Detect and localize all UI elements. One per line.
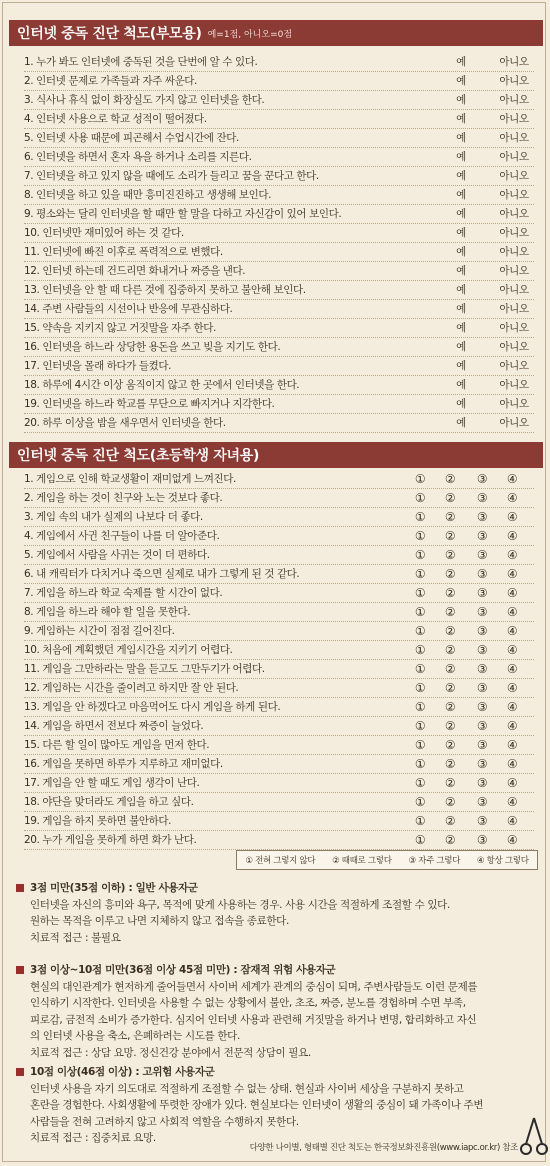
answer-option-1[interactable]: ①	[414, 547, 426, 562]
answer-option-3[interactable]: ③	[476, 547, 488, 562]
child-question-row	[24, 640, 534, 660]
answer-option-1[interactable]: ①	[414, 604, 426, 619]
result-line: 현실의 대인관계가 현저하게 줄어들면서 사이버 세계가 관계의 중심이 되며, 주변사람들도 이런 문제를	[30, 980, 478, 993]
question-text: 10. 인터넷만 재미있어 하는 것 같다.	[24, 227, 184, 239]
parent-question-row	[24, 109, 534, 129]
answer-option-2[interactable]: ②	[444, 585, 456, 600]
question-text: 5. 게임에서 사람을 사귀는 것이 더 편하다.	[24, 549, 210, 561]
yes-option[interactable]: 예	[456, 132, 466, 144]
result-high-risk-user	[16, 1064, 536, 1147]
parent-question-row	[24, 166, 534, 186]
no-option[interactable]: 아니오	[499, 227, 529, 239]
parent-question-row	[24, 128, 534, 148]
answer-option-3[interactable]: ③	[476, 471, 488, 486]
answer-option-1[interactable]: ①	[414, 509, 426, 524]
answer-option-2[interactable]: ②	[444, 832, 456, 847]
question-text: 7. 게임을 하느라 학교 숙제를 할 시간이 없다.	[24, 587, 223, 599]
answer-option-3[interactable]: ③	[476, 832, 488, 847]
child-question-row	[24, 545, 534, 565]
answer-option-2[interactable]: ②	[444, 490, 456, 505]
parent-question-row	[24, 90, 534, 110]
no-option[interactable]: 아니오	[499, 170, 529, 182]
result-line: 혼란을 경험한다. 사회생활에 뚜렷한 장애가 있다. 현실보다는 인터넷이 생활의 중심이 돼 가족이나 주변	[30, 1099, 484, 1111]
question-text: 4. 게임에서 사귄 친구들이 나를 더 알아준다.	[24, 530, 220, 542]
answer-option-3[interactable]: ③	[476, 718, 488, 733]
legend-item: ③ 자주 그렇다	[408, 856, 461, 866]
answer-option-2[interactable]: ②	[444, 813, 456, 828]
answer-option-2[interactable]: ②	[444, 547, 456, 562]
answer-option-3[interactable]: ③	[476, 680, 488, 695]
no-option[interactable]: 아니오	[499, 132, 529, 144]
answer-option-3[interactable]: ③	[476, 756, 488, 771]
yes-option[interactable]: 예	[456, 189, 466, 201]
question-text: 9. 평소와는 달리 인터넷을 할 때만 할 말을 다하고 자신감이 있어 보인다.	[24, 208, 342, 220]
child-scale-title: 인터넷 중독 진단 척도(초등학생 자녀용)	[17, 448, 260, 464]
result-heading: 3점 이상~10점 미만(36점 이상 45점 미만) : 잠재적 위험 사용자군	[30, 964, 336, 976]
answer-option-4[interactable]: ④	[506, 832, 518, 847]
question-text: 8. 게임을 하느라 해야 할 일을 못한다.	[24, 606, 191, 618]
answer-option-1[interactable]: ①	[414, 566, 426, 581]
question-text: 1. 누가 봐도 인터넷에 중독된 것을 단번에 알 수 있다.	[24, 56, 258, 68]
answer-option-4[interactable]: ④	[506, 528, 518, 543]
question-text: 1. 게임으로 인해 학교생활이 재미없게 느껴진다.	[24, 473, 236, 485]
result-line: 인터넷을 자신의 흥미와 욕구, 목적에 맞게 사용하는 경우. 사용 시간을 적절하게 조절할 수 있다.	[30, 898, 450, 911]
child-question-row	[24, 526, 534, 546]
answer-option-2[interactable]: ②	[444, 604, 456, 619]
yes-option[interactable]: 예	[456, 379, 466, 391]
answer-option-4[interactable]: ④	[506, 623, 518, 638]
question-text: 3. 게임 속의 내가 실제의 나보다 더 좋다.	[24, 511, 203, 523]
answer-option-1[interactable]: ①	[414, 528, 426, 543]
no-option[interactable]: 아니오	[499, 151, 529, 163]
no-option[interactable]: 아니오	[499, 341, 529, 353]
answer-option-1[interactable]: ①	[414, 680, 426, 695]
answer-option-4[interactable]: ④	[506, 756, 518, 771]
child-question-row	[24, 792, 534, 812]
answer-option-4[interactable]: ④	[506, 604, 518, 619]
question-text: 18. 야단을 맞더라도 게임을 하고 싶다.	[24, 796, 194, 808]
bullet-icon	[16, 884, 24, 892]
no-option[interactable]: 아니오	[499, 303, 529, 315]
question-text: 5. 인터넷 사용 때문에 피곤해서 수업시간에 잔다.	[24, 132, 239, 144]
answer-option-2[interactable]: ②	[444, 775, 456, 790]
parent-question-row	[24, 52, 534, 72]
yes-option[interactable]: 예	[456, 398, 466, 410]
answer-option-3[interactable]: ③	[476, 699, 488, 714]
answer-legend	[236, 850, 538, 870]
legend-item: ① 전혀 그렇지 않다	[245, 856, 316, 866]
answer-option-1[interactable]: ①	[414, 737, 426, 752]
answer-option-2[interactable]: ②	[444, 794, 456, 809]
child-question-row	[24, 716, 534, 736]
answer-option-4[interactable]: ④	[506, 547, 518, 562]
no-option[interactable]: 아니오	[499, 322, 529, 334]
answer-option-3[interactable]: ③	[476, 813, 488, 828]
answer-option-4[interactable]: ④	[506, 642, 518, 657]
child-question-row	[24, 754, 534, 774]
answer-option-3[interactable]: ③	[476, 737, 488, 752]
result-line: 의 인터넷 사용을 축소, 은폐하려는 시도를 한다.	[30, 1030, 240, 1042]
child-question-row	[24, 621, 534, 641]
result-heading: 3점 미만(35점 이하) : 일반 사용자군	[30, 882, 198, 894]
result-description	[16, 1081, 536, 1147]
scissors-icon	[520, 1116, 548, 1158]
question-text: 18. 하루에 4시간 이상 움직이지 않고 한 곳에서 인터넷을 한다.	[24, 379, 300, 391]
question-text: 8. 인터넷을 하고 있을 때만 흥미진진하고 생생해 보인다.	[24, 189, 272, 201]
no-option[interactable]: 아니오	[499, 246, 529, 258]
answer-option-2[interactable]: ②	[444, 661, 456, 676]
answer-option-1[interactable]: ①	[414, 832, 426, 847]
answer-option-4[interactable]: ④	[506, 566, 518, 581]
parent-scale-header	[9, 20, 543, 46]
question-text: 20. 하루 이상을 밤을 새우면서 인터넷을 한다.	[24, 417, 226, 429]
child-question-row	[24, 678, 534, 698]
parent-question-row	[24, 413, 534, 433]
answer-option-4[interactable]: ④	[506, 699, 518, 714]
answer-option-2[interactable]: ②	[444, 718, 456, 733]
no-option[interactable]: 아니오	[499, 398, 529, 410]
child-question-row	[24, 659, 534, 679]
question-text: 10. 처음에 계획했던 게임시간을 지키기 어렵다.	[24, 644, 233, 656]
question-text: 13. 게임을 안 하겠다고 마음먹어도 다시 게임을 하게 된다.	[24, 701, 281, 713]
no-option[interactable]: 아니오	[499, 379, 529, 391]
parent-question-row	[24, 71, 534, 91]
result-line: 인식하기 시작한다. 인터넷을 사용할 수 없는 상황에서 불안, 초조, 짜증, 분노를 경험하며 수면 부족,	[30, 997, 466, 1009]
child-question-row	[24, 602, 534, 622]
question-text: 19. 게임을 하지 못하면 불안하다.	[24, 815, 172, 827]
answer-option-4[interactable]: ④	[506, 680, 518, 695]
answer-option-1[interactable]: ①	[414, 756, 426, 771]
result-line: 원하는 목적을 이루고 나면 지체하지 않고 접속을 종료한다.	[30, 915, 289, 927]
answer-option-3[interactable]: ③	[476, 794, 488, 809]
answer-option-4[interactable]: ④	[506, 585, 518, 600]
parent-question-row	[24, 261, 534, 281]
answer-option-4[interactable]: ④	[506, 737, 518, 752]
question-text: 15. 약속을 지키지 않고 거짓말을 자주 한다.	[24, 322, 216, 334]
question-text: 12. 게임하는 시간을 줄이려고 하지만 잘 안 된다.	[24, 682, 239, 694]
answer-option-1[interactable]: ①	[414, 471, 426, 486]
yes-option[interactable]: 예	[456, 360, 466, 372]
result-line: 사람들을 전혀 고려하지 않고 사회적 역할을 수행하지 못한다.	[30, 1115, 299, 1128]
answer-option-2[interactable]: ②	[444, 737, 456, 752]
yes-option[interactable]: 예	[456, 322, 466, 334]
bullet-icon	[16, 1068, 24, 1076]
answer-option-3[interactable]: ③	[476, 509, 488, 524]
answer-option-4[interactable]: ④	[506, 490, 518, 505]
no-option[interactable]: 아니오	[499, 284, 529, 296]
answer-option-1[interactable]: ①	[414, 775, 426, 790]
child-question-row	[24, 773, 534, 793]
answer-option-3[interactable]: ③	[476, 642, 488, 657]
yes-option[interactable]: 예	[456, 227, 466, 239]
yes-option[interactable]: 예	[456, 417, 466, 429]
yes-option[interactable]: 예	[456, 341, 466, 353]
no-option[interactable]: 아니오	[499, 94, 529, 106]
no-option[interactable]: 아니오	[499, 360, 529, 372]
question-text: 16. 게임을 못하면 하루가 지루하고 재미없다.	[24, 758, 223, 770]
answer-option-3[interactable]: ③	[476, 490, 488, 505]
answer-option-3[interactable]: ③	[476, 604, 488, 619]
result-line: 치료적 접근 : 상담 요망. 정신건강 분야에서 전문적 상담이 필요.	[30, 1046, 311, 1059]
legend-item: ④ 항상 그렇다	[476, 856, 529, 866]
answer-option-1[interactable]: ①	[414, 585, 426, 600]
question-text: 4. 인터넷 사용으로 학교 성적이 떨어졌다.	[24, 113, 207, 125]
result-heading: 10점 이상(46점 이상) : 고위험 사용자군	[30, 1066, 215, 1078]
no-option[interactable]: 아니오	[499, 75, 529, 87]
parent-question-row	[24, 280, 534, 300]
question-text: 6. 내 캐릭터가 다치거나 죽으면 실제로 내가 그렇게 된 것 같다.	[24, 568, 300, 580]
answer-option-3[interactable]: ③	[476, 775, 488, 790]
parent-question-row	[24, 204, 534, 224]
answer-option-3[interactable]: ③	[476, 585, 488, 600]
question-text: 13. 인터넷을 안 할 때 다른 것에 집중하지 못하고 불안해 보인다.	[24, 284, 306, 296]
child-question-row	[24, 697, 534, 717]
yes-option[interactable]: 예	[456, 246, 466, 258]
question-text: 15. 다른 할 일이 많아도 게임을 먼저 한다.	[24, 739, 210, 751]
answer-option-4[interactable]: ④	[506, 509, 518, 524]
child-scale-header	[9, 442, 543, 468]
child-question-row	[24, 488, 534, 508]
result-line: 치료적 접근 : 불필요	[30, 931, 121, 944]
child-question-row	[24, 507, 534, 527]
yes-option[interactable]: 예	[456, 208, 466, 220]
child-question-row	[24, 811, 534, 831]
answer-option-4[interactable]: ④	[506, 813, 518, 828]
yes-option[interactable]: 예	[456, 170, 466, 182]
question-text: 20. 누가 게임을 못하게 하면 화가 난다.	[24, 834, 197, 846]
question-text: 2. 인터넷 문제로 가족들과 자주 싸운다.	[24, 75, 197, 87]
question-text: 6. 인터넷을 하면서 혼자 욕을 하거나 소리를 지른다.	[24, 151, 252, 163]
no-option[interactable]: 아니오	[499, 265, 529, 277]
result-normal-user	[16, 880, 536, 946]
parent-scale-scoring-note: 예=1점, 아니오=0점	[207, 29, 293, 40]
yes-option[interactable]: 예	[456, 94, 466, 106]
yes-option[interactable]: 예	[456, 151, 466, 163]
no-option[interactable]: 아니오	[499, 113, 529, 125]
parent-scale-title: 인터넷 중독 진단 척도(부모용)	[17, 26, 202, 42]
answer-option-2[interactable]: ②	[444, 509, 456, 524]
result-description	[16, 897, 536, 947]
yes-option[interactable]: 예	[456, 75, 466, 87]
no-option[interactable]: 아니오	[499, 189, 529, 201]
parent-question-row	[24, 337, 534, 357]
result-line: 치료적 접근 : 집중치료 요망.	[30, 1132, 156, 1144]
answer-option-2[interactable]: ②	[444, 642, 456, 657]
child-question-row	[24, 735, 534, 755]
yes-option[interactable]: 예	[456, 303, 466, 315]
yes-option[interactable]: 예	[456, 56, 466, 68]
answer-option-1[interactable]: ①	[414, 794, 426, 809]
answer-option-2[interactable]: ②	[444, 623, 456, 638]
parent-question-row	[24, 185, 534, 205]
no-option[interactable]: 아니오	[499, 56, 529, 68]
answer-option-1[interactable]: ①	[414, 623, 426, 638]
question-text: 17. 게임을 안 할 때도 게임 생각이 난다.	[24, 777, 200, 789]
answer-option-2[interactable]: ②	[444, 528, 456, 543]
yes-option[interactable]: 예	[456, 284, 466, 296]
no-option[interactable]: 아니오	[499, 208, 529, 220]
question-text: 19. 인터넷을 하느라 학교를 무단으로 빠지거나 지각한다.	[24, 398, 275, 410]
question-text: 11. 게임을 그만하라는 말을 듣고도 그만두기가 어렵다.	[24, 663, 265, 675]
yes-option[interactable]: 예	[456, 265, 466, 277]
answer-option-4[interactable]: ④	[506, 718, 518, 733]
answer-option-2[interactable]: ②	[444, 756, 456, 771]
answer-option-1[interactable]: ①	[414, 699, 426, 714]
result-description	[16, 979, 536, 1062]
answer-option-3[interactable]: ③	[476, 566, 488, 581]
child-question-row	[24, 564, 534, 584]
answer-option-3[interactable]: ③	[476, 661, 488, 676]
question-text: 14. 게임을 하면서 전보다 짜증이 늘었다.	[24, 720, 204, 732]
answer-option-4[interactable]: ④	[506, 471, 518, 486]
answer-option-1[interactable]: ①	[414, 642, 426, 657]
source-footnote: 다양한 나이별, 형태별 진단 척도는 한국정보화진흥원(www.iapc.or.kr) 참조	[249, 1143, 518, 1153]
answer-option-1[interactable]: ①	[414, 813, 426, 828]
parent-question-row	[24, 318, 534, 338]
question-text: 16. 인터넷을 하느라 상당한 용돈을 쓰고 빚을 지기도 한다.	[24, 341, 281, 353]
question-text: 7. 인터넷을 하고 있지 않을 때에도 소리가 들리고 꿈을 꾼다고 한다.	[24, 170, 319, 182]
parent-question-row	[24, 223, 534, 243]
question-text: 14. 주변 사람들의 시선이나 반응에 무관심하다.	[24, 303, 233, 315]
child-question-row	[24, 830, 534, 850]
result-line: 인터넷 사용을 자기 의도대로 적절하게 조절할 수 없는 상태. 현실과 사이버 세상을 구분하지 못하고	[30, 1082, 464, 1095]
child-question-row	[24, 469, 534, 489]
result-potential-risk-user	[16, 962, 536, 1061]
parent-question-row	[24, 147, 534, 167]
answer-option-1[interactable]: ①	[414, 661, 426, 676]
no-option[interactable]: 아니오	[499, 417, 529, 429]
question-text: 11. 인터넷에 빠진 이후로 폭력적으로 변했다.	[24, 246, 223, 258]
result-line: 피로감, 금전적 소비가 증가한다. 심지어 인터넷 사용과 관련해 거짓말을 하거나 변명, 합리화하고 자신	[30, 1013, 477, 1026]
child-question-row	[24, 583, 534, 603]
answer-option-3[interactable]: ③	[476, 623, 488, 638]
parent-question-row	[24, 356, 534, 376]
question-text: 9. 게임하는 시간이 점점 길어진다.	[24, 625, 175, 637]
answer-option-3[interactable]: ③	[476, 528, 488, 543]
yes-option[interactable]: 예	[456, 113, 466, 125]
question-text: 17. 인터넷을 몰래 하다가 들켰다.	[24, 360, 172, 372]
question-text: 3. 식사나 휴식 없이 화장실도 가지 않고 인터넷을 한다.	[24, 94, 265, 106]
answer-option-2[interactable]: ②	[444, 471, 456, 486]
answer-option-1[interactable]: ①	[414, 718, 426, 733]
answer-option-2[interactable]: ②	[444, 566, 456, 581]
answer-option-4[interactable]: ④	[506, 775, 518, 790]
answer-option-1[interactable]: ①	[414, 490, 426, 505]
parent-question-row	[24, 375, 534, 395]
parent-question-row	[24, 394, 534, 414]
legend-item: ② 때때로 그렇다	[332, 856, 392, 866]
parent-question-row	[24, 299, 534, 319]
answer-option-2[interactable]: ②	[444, 699, 456, 714]
answer-option-4[interactable]: ④	[506, 661, 518, 676]
question-text: 2. 게임을 하는 것이 친구와 노는 것보다 좋다.	[24, 492, 223, 504]
answer-option-4[interactable]: ④	[506, 794, 518, 809]
bullet-icon	[16, 966, 24, 974]
question-text: 12. 인터넷 하는데 건드리면 화내거나 짜증을 낸다.	[24, 265, 246, 277]
answer-option-2[interactable]: ②	[444, 680, 456, 695]
parent-question-row	[24, 242, 534, 262]
